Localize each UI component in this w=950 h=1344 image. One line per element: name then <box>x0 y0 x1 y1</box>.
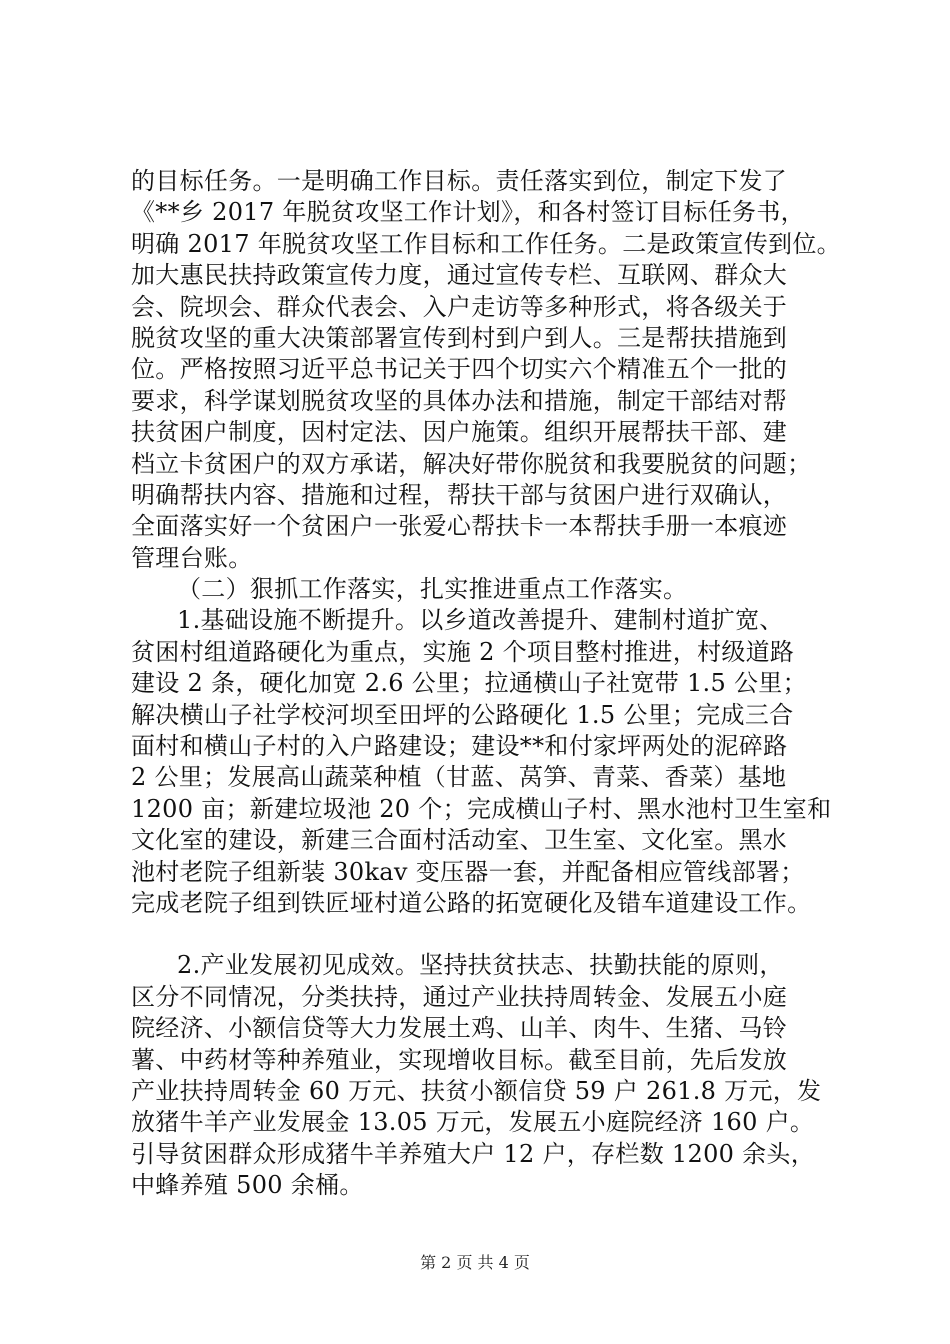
text-line: 解决横山子社学校河坝至田坪的公路硬化 1.5 公里；完成三合 <box>131 700 794 729</box>
text-line: 2 公里；发展高山蔬菜种植（甘蓝、莴笋、青菜、香菜）基地 <box>131 763 787 792</box>
text-line: 中蜂养殖 500 余桶。 <box>131 1171 364 1200</box>
section-heading: （二）狠抓工作落实，扎实推进重点工作落实。 <box>177 575 688 604</box>
text-line: 区分不同情况，分类扶持，通过产业扶持周转金、发展五小庭 <box>131 982 788 1011</box>
paragraph-responsibility <box>131 166 841 574</box>
paragraph-infrastructure <box>131 605 836 919</box>
text-line: 放猪牛羊产业发展金 13.05 万元，发展五小庭院经济 160 户。 <box>131 1108 815 1137</box>
page-footer: 第 2 页 共 4 页 <box>420 1253 530 1272</box>
text-line: 明确帮扶内容、措施和过程，帮扶干部与贫困户进行双确认， <box>131 480 788 509</box>
text-line: 完成老院子组到铁匠垭村道公路的拓宽硬化及错车道建设工作。 <box>131 888 812 917</box>
text-line: 的目标任务。一是明确工作目标。责任落实到位，制定下发了 <box>131 167 788 195</box>
text-line: 位。严格按照习近平总书记关于四个切实六个精准五个一批的 <box>131 355 788 384</box>
text-line: 1.基础设施不断提升。以乡道改善提升、建制村道扩宽、 <box>177 606 784 635</box>
text-line: 建设 2 条，硬化加宽 2.6 公里；拉通横山子社宽带 1.5 公里； <box>131 669 807 698</box>
text-line: 池村老院子组新装 30kav 变压器一套，并配备相应管线部署； <box>131 857 805 886</box>
text-line: 院经济、小额信贷等大力发展土鸡、山羊、肉牛、生猪、马铃 <box>131 1014 788 1043</box>
text-line: 管理台账。 <box>131 543 253 572</box>
text-line: 1200 亩；新建垃圾池 20 个；完成横山子村、黑水池村卫生室和 <box>131 794 832 823</box>
text-line: 产业扶持周转金 60 万元、扶贫小额信贷 59 户 261.8 万元，发 <box>131 1076 822 1105</box>
paragraph-industry <box>131 950 836 1201</box>
text-line: 全面落实好一个贫困户一张爱心帮扶卡一本帮扶手册一本痕迹 <box>131 512 788 541</box>
text-line: 薯、中药材等种养殖业，实现增收目标。截至目前，先后发放 <box>131 1045 788 1074</box>
text-line: 明确 2017 年脱贫攻坚工作目标和工作任务。二是政策宣传到位。 <box>131 229 841 258</box>
text-line: 脱贫攻坚的重大决策部署宣传到村到户到人。三是帮扶措施到 <box>131 323 788 352</box>
text-line: 档立卡贫困户的双方承诺，解决好带你脱贫和我要脱贫的问题； <box>131 449 812 478</box>
text-line: 贫困村组道路硬化为重点，实施 2 个项目整村推进，村级道路 <box>131 637 795 666</box>
text-line: 《**乡 2017 年脱贫攻坚工作计划》，和各村签订目标任务书， <box>131 198 805 227</box>
text-line: 面村和横山子村的入户路建设；建设**和付家坪两处的泥碎路 <box>131 732 788 761</box>
text-line: 扶贫困户制度，因村定法、因户施策。组织开展帮扶干部、建 <box>131 418 788 447</box>
text-line: 引导贫困群众形成猪牛羊养殖大户 12 户，存栏数 1200 余头， <box>131 1139 816 1168</box>
text-line: 要求，科学谋划脱贫攻坚的具体办法和措施，制定干部结对帮 <box>131 386 788 415</box>
text-line: 2.产业发展初见成效。坚持扶贫扶志、扶勤扶能的原则， <box>177 951 784 980</box>
document-body <box>131 166 841 1202</box>
text-line: 文化室的建设，新建三合面村活动室、卫生室、文化室。黑水 <box>131 826 788 855</box>
text-line: 会、院坝会、群众代表会、入户走访等多种形式，将各级关于 <box>131 292 788 321</box>
text-line: 加大惠民扶持政策宣传力度，通过宣传专栏、互联网、群众大 <box>131 261 788 290</box>
paragraph-spacer <box>131 919 836 950</box>
